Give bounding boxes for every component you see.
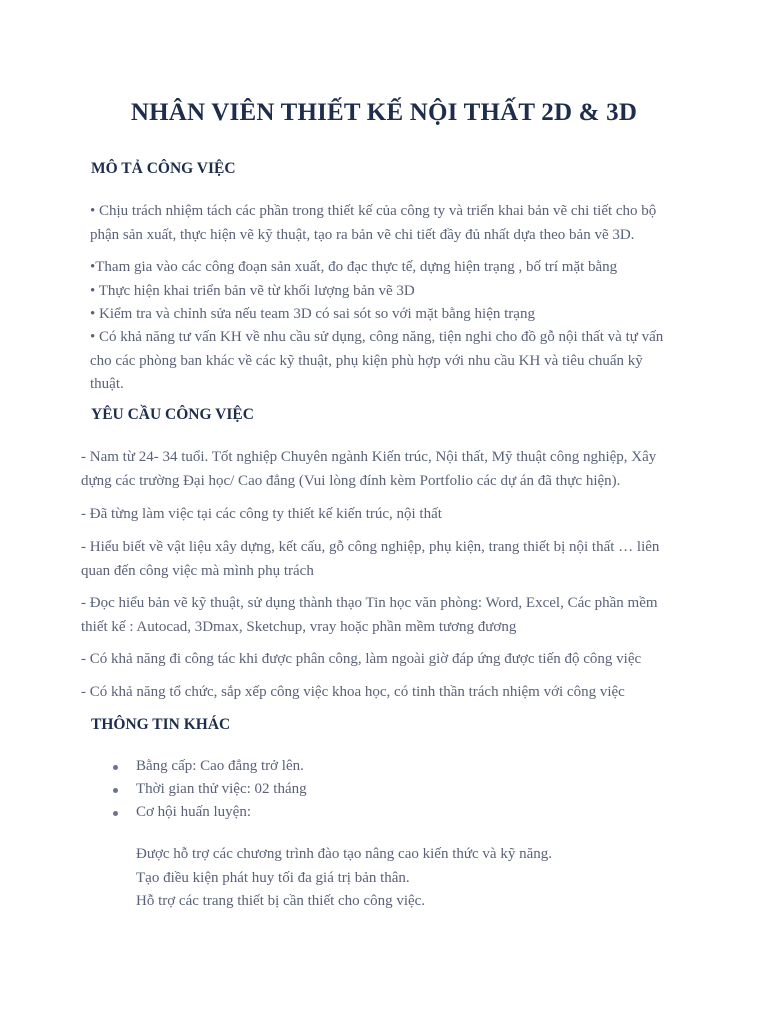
description-line-3: • Kiểm tra và chỉnh sửa nếu team 3D có sai sót so với mặt bằng hiện trạng [90,306,535,322]
list-item [113,801,307,824]
bullet-icon [113,811,118,816]
bullet-icon [113,788,118,793]
page-title: NHÂN VIÊN THIẾT KẾ NỘI THẤT 2D & 3D [130,99,638,126]
description-paragraph-1: • Chịu trách nhiệm tách các phần trong thiết kế của công ty và triển khai bản vẽ chi tiết cho bộ phận sản xuất, thực hiện vẽ kỹ thuật, tạo ra bản vẽ chi tiết đầy đủ nhất dựa theo bản vẽ 3D. [90,203,657,243]
description-line-1: •Tham gia vào các công đoạn sản xuất, đo đạc thực tế, dựng hiện trạng , bố trí mặt bằng [90,259,618,275]
section-heading-description: MÔ TẢ CÔNG VIỆC [91,160,236,177]
training-line: Tạo điều kiện phát huy tối đa giá trị bản thân. [136,869,410,886]
training-line: Được hỗ trợ các chương trình đào tạo nâng cao kiến thức và kỹ năng. [136,846,552,862]
training-details [136,843,552,914]
requirement-item: - Đã từng làm việc tại các công ty thiết kế kiến trúc, nội thất [81,506,442,522]
description-paragraph-4: • Có khả năng tư vấn KH về nhu cầu sử dụng, công năng, tiện nghi cho đồ gỗ nội thất và tự vấn cho các phòng ban khác về các kỹ thuật, phụ kiện phù hợp với nhu cầu KH và tiêu chuẩn kỹ thuật. [90,329,664,392]
list-item-text: Bằng cấp: Cao đẳng trở lên. [136,758,304,774]
requirement-item: - Nam từ 24- 34 tuổi. Tốt nghiệp Chuyên ngành Kiến trúc, Nội thất, Mỹ thuật công nghiệp, Xây dựng các trường Đại học/ Cao đẳng (Vui lòng đính kèm Portfolio các dự án đã thực hiện). [81,449,657,489]
description-line-2: • Thực hiện khai triển bản vẽ từ khối lượng bản vẽ 3D [90,283,415,299]
section-heading-requirements: YÊU CẦU CÔNG VIỆC [91,406,254,423]
training-line: Hỗ trợ các trang thiết bị cần thiết cho công việc. [136,893,426,909]
list-item-text: Cơ hội huấn luyện: [136,804,252,820]
list-item [113,778,307,801]
other-info-list [113,755,307,824]
bullet-icon [113,765,118,770]
list-item [113,755,307,778]
list-item-text: Thời gian thử việc: 02 tháng [136,781,307,797]
requirement-item: - Có khả năng tổ chức, sắp xếp công việc khoa học, có tinh thần trách nhiệm với công việc [81,684,625,700]
requirement-item: - Đọc hiểu bản vẽ kỹ thuật, sử dụng thành thạo Tin học văn phòng: Word, Excel, Các phần mềm thiết kế : Autocad, 3Dmax, Sketchup, vray hoặc phần mềm tương đương [81,595,658,635]
requirement-item: - Hiểu biết về vật liệu xây dựng, kết cấu, gỗ công nghiệp, phụ kiện, trang thiết bị nội thất … liên quan đến công việc mà mình phụ trách [81,539,660,579]
section-heading-other: THÔNG TIN KHÁC [91,716,231,733]
requirement-item: - Có khả năng đi công tác khi được phân công, làm ngoài giờ đáp ứng được tiến độ công việc [81,651,642,667]
